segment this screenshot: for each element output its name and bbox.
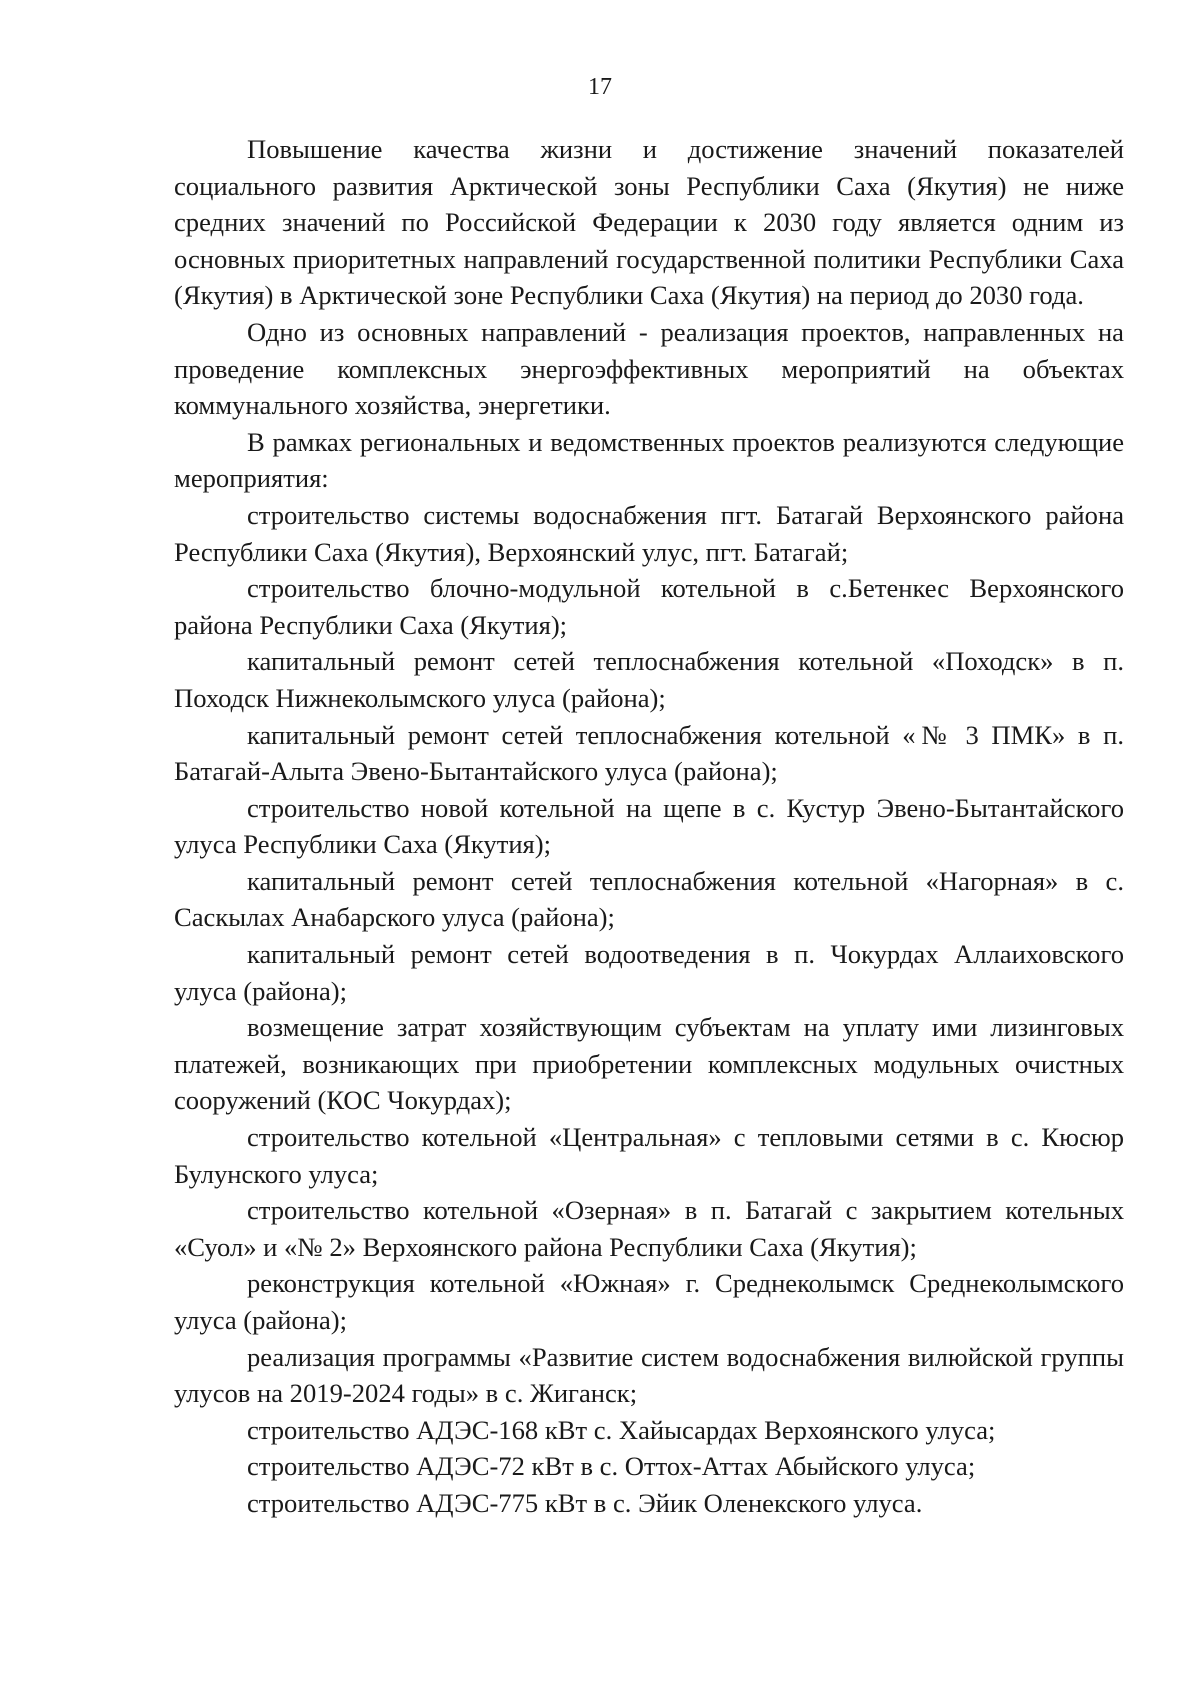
list-item: строительство новой котельной на щепе в с. Кустур Эвено-Бытантайского улуса Республики Саха (Якутия);	[174, 792, 1124, 860]
page-number: 17	[588, 74, 612, 100]
list-item: строительство АДЭС-168 кВт с. Хайысардах Верхоянского улуса;	[247, 1414, 996, 1445]
body-text	[174, 131, 1124, 1522]
paragraph-measures-lead: В рамках региональных и ведомственных проектов реализуются следующие мероприятия:	[174, 426, 1124, 494]
list-item: капитальный ремонт сетей теплоснабжения котельной «№ 3 ПМК» в п. Батагай-Алыта Эвено-Бытантайского улуса (района);	[174, 719, 1124, 787]
list-item: капитальный ремонт сетей теплоснабжения котельной «Нагорная» в с. Саскылах Анабарского улуса (района);	[174, 865, 1124, 933]
list-item: возмещение затрат хозяйствующим субъектам на уплату ими лизинговых платежей, возникающих при приобретении комплексных модульных очистных сооружений (КОС Чокурдах);	[174, 1012, 1124, 1116]
paragraph-main-direction: Одно из основных направлений - реализация проектов, направленных на проведение комплексных энергоэффективных мероприятий на объектах коммунального хозяйства, энергетики.	[174, 316, 1124, 421]
list-item: строительство системы водоснабжения пгт. Батагай Верхоянского района Республики Саха (Якутия), Верхоянский улус, пгт. Батагай;	[174, 499, 1124, 567]
list-item: строительство АДЭС-775 кВт в с. Эйик Оленекского улуса.	[247, 1487, 923, 1518]
list-item: строительство АДЭС-72 кВт в с. Оттох-Аттах Абыйского улуса;	[247, 1451, 976, 1482]
list-item: строительство котельной «Озерная» в п. Батагай с закрытием котельных «Суол» и «№ 2» Верхоянского района Республики Саха (Якутия);	[174, 1195, 1124, 1262]
list-item: капитальный ремонт сетей водоотведения в п. Чокурдах Аллаиховского улуса (района);	[174, 939, 1124, 1006]
list-item: строительство блочно-модульной котельной в с.Бетенкес Верхоянского района Республики Саха (Якутия);	[174, 573, 1124, 640]
list-item: капитальный ремонт сетей теплоснабжения котельной «Походск» в п. Походск Нижнеколымского улуса (района);	[174, 646, 1124, 713]
list-item: реконструкция котельной «Южная» г. Среднеколымск Среднеколымского улуса (района);	[174, 1268, 1124, 1335]
list-item: реализация программы «Развитие систем водоснабжения вилюйской группы улусов на 2019-2024 годы» в с. Жиганск;	[174, 1341, 1124, 1409]
paragraph-intro: Повышение качества жизни и достижение значений показателей социального развития Арктической зоны Республики Саха (Якутия) не ниже средних значений по Российской Федерации к 2030 году является одним из основных приоритетных направлений государственной политики Республики Саха (Якутия) в Арктической зоне Республики Саха (Якутия) на период до 2030 года.	[174, 134, 1124, 311]
list-item: строительство котельной «Центральная» с тепловыми сетями в с. Кюсюр Булунского улуса;	[174, 1122, 1124, 1189]
